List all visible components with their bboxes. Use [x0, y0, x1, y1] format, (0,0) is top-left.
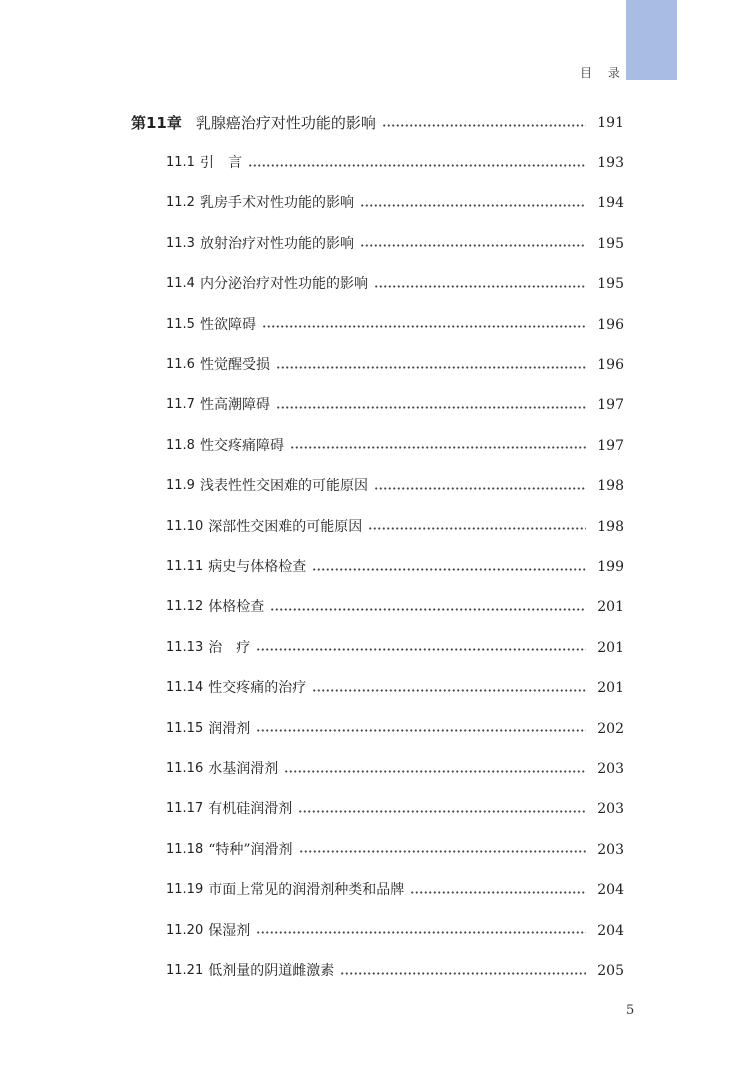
- chapter-title: 乳腺癌治疗对性功能的影响: [195, 114, 376, 132]
- section-number: 11.14: [166, 680, 204, 696]
- section-number: 11.13: [166, 639, 204, 655]
- dot-leader: [256, 648, 586, 651]
- dot-leader: [276, 366, 586, 369]
- section-title: 内分泌治疗对性功能的影响: [199, 276, 368, 293]
- page-ref: 193: [597, 155, 624, 171]
- dot-leader: [256, 931, 586, 934]
- page-header-label: 目 录: [580, 66, 626, 80]
- section-title: 性交疼痛障碍: [199, 437, 284, 454]
- dot-leader: [410, 891, 586, 894]
- toc-section-entry[interactable]: [0, 878, 730, 902]
- dot-leader: [312, 568, 586, 571]
- section-title: 低剂量的阴道雌激素: [208, 963, 335, 979]
- section-number: 11.15: [166, 720, 204, 736]
- section-title: 深部性交困难的可能原因: [208, 518, 363, 535]
- section-title: 浅表性性交困难的可能原因: [199, 478, 368, 495]
- page-number: 5: [626, 1003, 635, 1018]
- section-title: 性觉醒受损: [199, 357, 270, 373]
- toc-section-entry[interactable]: [0, 272, 730, 296]
- toc-section-entry[interactable]: [0, 959, 730, 983]
- section-number: 11.9: [166, 478, 195, 494]
- toc-section-entry[interactable]: [0, 636, 730, 660]
- section-title: 引 言: [199, 155, 242, 171]
- page-ref: 201: [597, 599, 624, 616]
- page-ref: 198: [597, 478, 624, 495]
- section-number: 11.18: [166, 841, 204, 857]
- toc-section-entry[interactable]: [0, 474, 730, 498]
- section-number: 11.11: [166, 559, 204, 574]
- toc-section-entry[interactable]: [0, 434, 730, 458]
- section-number: 11.2: [166, 195, 195, 211]
- dot-leader: [290, 446, 586, 449]
- section-number: 11.21: [166, 963, 204, 978]
- dot-leader: [374, 487, 586, 490]
- dot-leader: [298, 810, 586, 813]
- section-number: 11.1: [166, 155, 195, 170]
- page-ref: 203: [597, 801, 624, 818]
- toc-section-entry[interactable]: [0, 393, 730, 417]
- section-number: 11.17: [166, 801, 204, 817]
- dot-leader: [374, 285, 586, 288]
- toc-chapter-entry[interactable]: [0, 111, 730, 135]
- page-ref: 195: [597, 235, 624, 252]
- toc-section-entry[interactable]: [0, 313, 730, 337]
- section-title: 性高潮障碍: [199, 397, 270, 414]
- section-number: 11.20: [166, 922, 204, 938]
- toc-section-entry[interactable]: [0, 232, 730, 256]
- dot-leader: [256, 729, 586, 732]
- page-ref: 205: [597, 963, 624, 979]
- dot-leader: [340, 972, 586, 975]
- dot-leader: [276, 406, 586, 409]
- page-ref: 204: [597, 922, 624, 939]
- section-title: 性欲障碍: [199, 316, 256, 333]
- toc-section-entry[interactable]: [0, 555, 730, 579]
- toc-section-entry[interactable]: [0, 919, 730, 943]
- toc-section-entry[interactable]: [0, 151, 730, 175]
- section-title: “特种”润滑剂: [208, 841, 293, 858]
- section-title: 市面上常见的润滑剂种类和品牌: [208, 882, 405, 899]
- page-ref: 191: [597, 115, 624, 131]
- toc-section-entry[interactable]: [0, 595, 730, 619]
- page-ref: 203: [597, 761, 624, 777]
- section-title: 治 疗: [208, 639, 251, 656]
- section-number: 11.5: [166, 316, 195, 332]
- toc-section-entry[interactable]: [0, 757, 730, 781]
- dot-leader: [382, 124, 586, 127]
- dot-leader: [284, 770, 586, 773]
- section-number: 11.7: [166, 397, 195, 413]
- toc-section-entry[interactable]: [0, 515, 730, 539]
- section-title: 性交疼痛的治疗: [208, 680, 307, 697]
- toc-section-entry[interactable]: [0, 797, 730, 821]
- page-ref: 197: [597, 397, 624, 414]
- toc-section-entry[interactable]: [0, 838, 730, 862]
- page-ref: 199: [597, 559, 624, 575]
- toc-section-entry[interactable]: [0, 191, 730, 215]
- dot-leader: [270, 608, 586, 611]
- toc-section-entry[interactable]: [0, 717, 730, 741]
- dot-leader: [299, 850, 586, 853]
- page-ref: 197: [597, 437, 624, 454]
- page-ref: 194: [597, 195, 624, 212]
- dot-leader: [360, 244, 586, 247]
- dot-leader: [368, 527, 586, 530]
- section-number: 11.16: [166, 761, 204, 776]
- section-title: 体格检查: [208, 599, 265, 616]
- page-ref: 202: [597, 720, 624, 737]
- toc-section-entry[interactable]: [0, 676, 730, 700]
- page-ref: 201: [597, 639, 624, 656]
- section-number: 11.10: [166, 518, 204, 534]
- dot-leader: [360, 204, 586, 207]
- section-title: 放射治疗对性功能的影响: [199, 235, 354, 252]
- section-number: 11.12: [166, 599, 204, 615]
- section-title: 水基润滑剂: [208, 761, 279, 777]
- page-ref: 195: [597, 276, 624, 293]
- section-number: 11.3: [166, 235, 195, 251]
- section-number: 11.19: [166, 882, 204, 898]
- page-ref: 196: [597, 357, 624, 373]
- page-ref: 204: [597, 882, 624, 899]
- section-number: 11.4: [166, 276, 195, 292]
- section-title: 有机硅润滑剂: [208, 801, 293, 818]
- section-title: 润滑剂: [208, 720, 251, 737]
- dot-leader: [312, 689, 586, 692]
- dot-leader: [248, 164, 586, 167]
- toc-section-entry[interactable]: [0, 353, 730, 377]
- section-title: 乳房手术对性功能的影响: [199, 195, 354, 212]
- page-ref: 201: [597, 680, 624, 697]
- section-number: 11.6: [166, 357, 195, 372]
- dot-leader: [262, 325, 586, 328]
- page-ref: 203: [597, 841, 624, 858]
- section-tab-marker: [626, 0, 677, 80]
- page-ref: 196: [597, 316, 624, 333]
- section-number: 11.8: [166, 437, 195, 453]
- page-ref: 198: [597, 518, 624, 535]
- section-title: 保湿剂: [208, 922, 251, 939]
- chapter-number: 第11章: [131, 114, 182, 132]
- section-title: 病史与体格检查: [208, 559, 307, 575]
